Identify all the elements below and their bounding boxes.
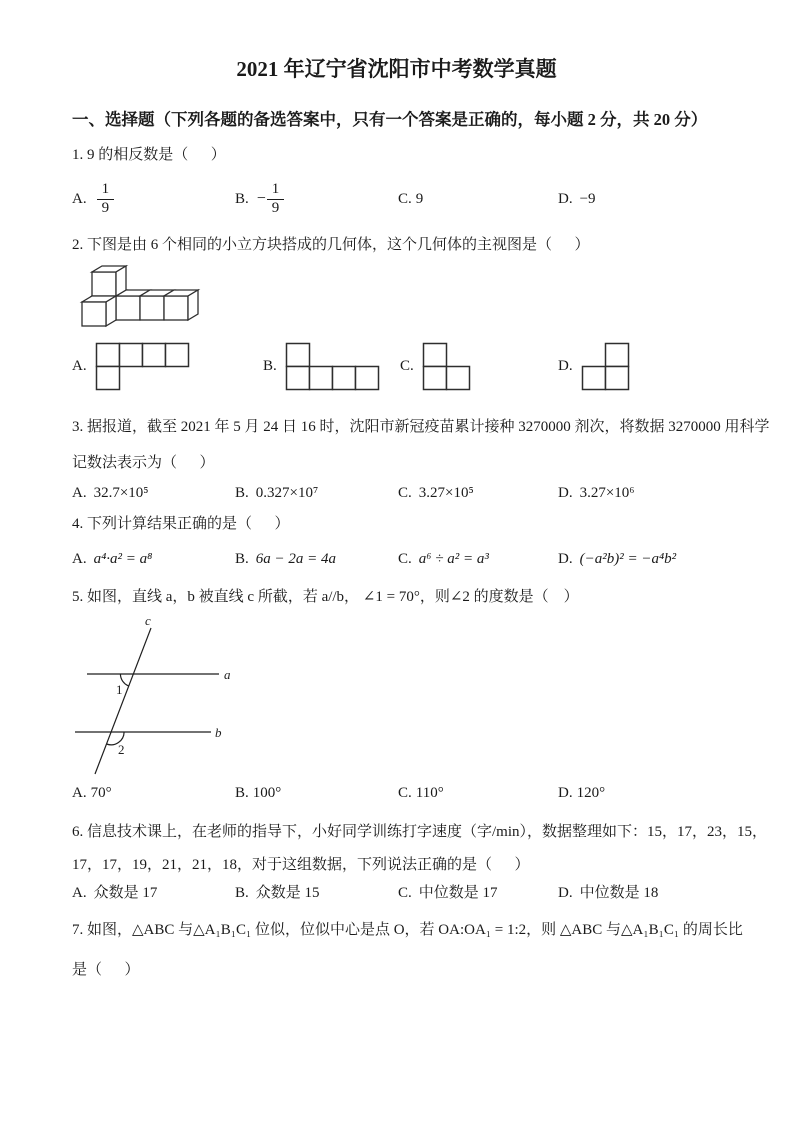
- q1-option-d: [558, 191, 773, 208]
- question-6-stem: [72, 816, 773, 882]
- q1-option-a: [72, 182, 235, 217]
- question-5-stem: 5. 如图，直线 a，b 被直线 c 所截，若 a//b， ∠1 = 70°，则∠2 的度数是（ ）: [72, 589, 579, 605]
- option-value: 中位数是 18: [579, 885, 659, 901]
- option-label: D.: [558, 485, 573, 501]
- option-label: B.: [235, 190, 249, 207]
- question-1-options: [72, 176, 773, 222]
- option-label: D.: [558, 550, 573, 567]
- question-3-options: [72, 481, 773, 505]
- q4-option-c: [398, 551, 558, 568]
- option-label: D.: [558, 885, 573, 901]
- option-label: C.: [398, 550, 412, 567]
- option-value: a⁶ ÷ a² = a³: [418, 550, 489, 567]
- option-label: B.: [235, 885, 249, 901]
- q1-option-b: [235, 182, 398, 217]
- option-label: C.: [400, 358, 414, 374]
- option-label: C.: [398, 785, 412, 801]
- question-4-stem: 4. 下列计算结果正确的是（ ）: [72, 516, 290, 532]
- q5-option-c: [398, 782, 558, 804]
- option-label: D.: [558, 358, 573, 374]
- parallel-lines-figure: [72, 614, 237, 784]
- option-value: 3.27×10⁶: [579, 485, 635, 501]
- question-2-options: [72, 342, 773, 391]
- option-label: C.: [398, 485, 412, 501]
- fraction-numerator: 1: [267, 182, 285, 200]
- view-option-d-figure: [581, 342, 630, 391]
- minus-sign: −: [256, 190, 266, 207]
- option-label: A.: [72, 358, 87, 374]
- exam-title: 2021 年辽宁省沈阳市中考数学真题: [236, 57, 557, 81]
- option-value: 6a − 2a = 4a: [255, 550, 337, 567]
- question-7-stem: [72, 910, 773, 990]
- option-value: 3.27×10⁵: [418, 485, 474, 501]
- q3-option-d: [558, 481, 773, 505]
- angle-2-label: 2: [118, 742, 125, 757]
- option-label: A.: [72, 785, 87, 801]
- option-value: 120°: [576, 785, 606, 801]
- option-value: 0.327×10⁷: [255, 485, 319, 501]
- option-value: 110°: [415, 785, 444, 801]
- q2-option-b: [263, 342, 400, 391]
- option-value: 100°: [252, 785, 282, 801]
- q6-option-d: [558, 882, 773, 904]
- stem-line-2: 记数法表示为（ ）: [72, 455, 215, 471]
- fraction-denominator: 9: [271, 199, 280, 216]
- stem-line-1: 6. 信息技术课上，在老师的指导下，小好同学训练打字速度（字/min），数据整理如下：15，17，23，15，: [72, 824, 768, 840]
- fraction-denominator: 9: [101, 199, 110, 216]
- stem-line-1: 7. 如图，△ABC 与△A₁B₁C₁ 位似，位似中心是点 O，若 OA:OA₁ = 1:2，则 △ABC 与△A₁B₁C₁ 的周长比: [72, 922, 743, 938]
- view-option-b-figure: [285, 342, 380, 391]
- q2-option-c: [400, 342, 558, 391]
- option-value: 70°: [90, 785, 112, 801]
- option-label: B.: [235, 485, 249, 501]
- option-label: A.: [72, 485, 87, 501]
- fraction-numerator: 1: [97, 182, 115, 200]
- option-value: a⁴·a² = a⁸: [93, 550, 153, 567]
- q5-option-a: [72, 782, 235, 804]
- fraction-one-ninth: [267, 182, 285, 217]
- q6-option-c: [398, 882, 558, 904]
- option-value: −9: [579, 190, 596, 207]
- question-4-options: [72, 544, 773, 574]
- q5-option-b: [235, 782, 398, 804]
- option-value: 32.7×10⁵: [93, 485, 149, 501]
- q6-option-a: [72, 882, 235, 904]
- question-6-options: [72, 882, 773, 904]
- option-value: 众数是 17: [93, 885, 158, 901]
- q1-option-c: [398, 191, 558, 208]
- stem-line-1: 3. 据报道，截至 2021 年 5 月 24 日 16 时，沈阳市新冠疫苗累计接种 3270000 剂次，将数据 3270000 用科学: [72, 419, 770, 435]
- option-label: C.: [398, 885, 412, 901]
- line-a-label: a: [224, 667, 231, 682]
- q4-option-b: [235, 551, 398, 568]
- option-label: A.: [72, 885, 87, 901]
- line-c-label: c: [145, 614, 151, 628]
- question-1-stem: 1. 9 的相反数是（ ）: [72, 147, 226, 163]
- q4-option-a: [72, 551, 235, 568]
- stem-line-2: 是（ ）: [72, 962, 140, 978]
- option-label: B.: [263, 358, 277, 374]
- question-3-stem: [72, 409, 773, 481]
- option-label: D.: [558, 190, 573, 207]
- section-header: 一、选择题（下列各题的备选答案中，只有一个答案是正确的，每小题 2 分，共 20 分）: [72, 110, 708, 129]
- stem-line-2: 17，17，19，21，21，18，对于这组数据，下列说法正确的是（ ）: [72, 857, 530, 873]
- view-option-a-figure: [95, 342, 190, 391]
- q5-option-d: [558, 782, 773, 804]
- question-5-options: [72, 782, 773, 804]
- q3-option-a: [72, 481, 235, 505]
- option-label: B.: [235, 785, 249, 801]
- q3-option-c: [398, 481, 558, 505]
- option-label: C.: [398, 190, 412, 207]
- cube-stack-figure: [78, 262, 208, 334]
- fraction-one-ninth: [97, 182, 115, 217]
- option-label: A.: [72, 190, 87, 207]
- option-value: 众数是 15: [255, 885, 320, 901]
- q2-option-d: [558, 342, 773, 391]
- angle-1-label: 1: [116, 682, 123, 697]
- q6-option-b: [235, 882, 398, 904]
- line-b-label: b: [215, 725, 222, 740]
- option-value: 9: [415, 190, 424, 207]
- option-label: B.: [235, 550, 249, 567]
- option-label: A.: [72, 550, 87, 567]
- option-value: (−a²b)² = −a⁴b²: [579, 550, 677, 567]
- option-value: 中位数是 17: [418, 885, 498, 901]
- question-2-stem: 2. 下图是由 6 个相同的小立方块搭成的几何体，这个几何体的主视图是（ ）: [72, 237, 590, 253]
- q3-option-b: [235, 481, 398, 505]
- view-option-c-figure: [422, 342, 471, 391]
- q2-option-a: [72, 342, 263, 391]
- q4-option-d: [558, 551, 773, 568]
- option-label: D.: [558, 785, 573, 801]
